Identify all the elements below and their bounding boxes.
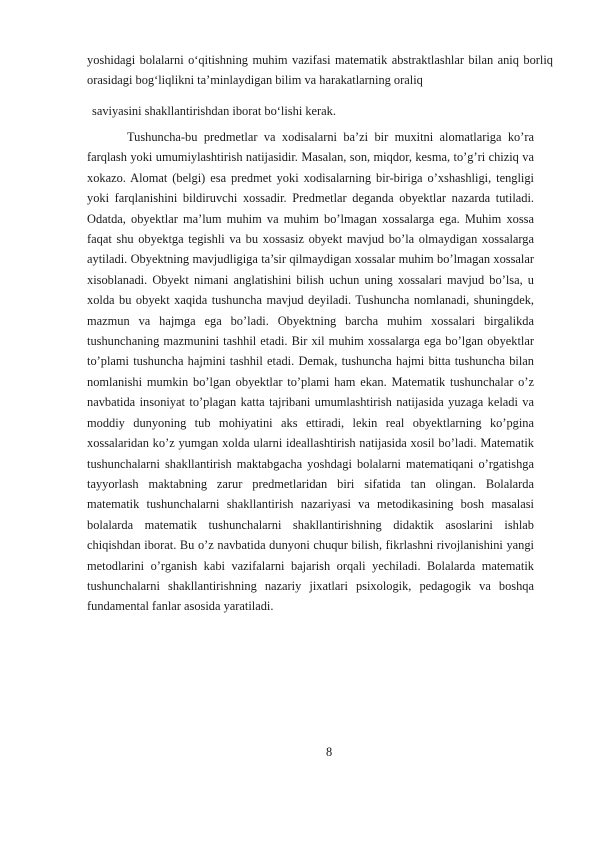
body-paragraph-text: Tushuncha-bu predmetlar va xodisalarni ba’zi bir muxitni alomatlariga ko’ra farqlash yoki umumiylashtirish natijasidir. Masalan, son, miqdor, kesma, to’g’ri chiziq va xokazo. Alomat (belgi) esa predmet yoki xodisalarning bir-biriga o’xshashligi, tengligi yoki farqlanishini bildiruvchi xossadir. Predmetlar deganda obyektlar nazarda tutiladi. Odatda, obyektlar ma’lum muhim va muhim bo’lmagan xossalarga ega. Muhim xossa faqat shu obyektga tegishli va bu xossasiz obyekt mavjud bo’la olmaydigan xossalarga aytiladi. Obyektning mavjudligiga ta’sir qilmaydigan xossalar muhim bo’lmagan xossalar xisoblanadi. Obyekt nimani anglatishini bilish uchun uning xossalari mavjud bo’lsa, u xolda bu obyekt xaqida tushuncha mavjud deyiladi. Tushuncha nomlanadi, shuningdek, mazmun va hajmga ega bo’ladi. Obyektning barcha muhim xossalari birgalikda tushunchaning mazmunini tashhil etadi. Bir xil muhim xossalarga ega bo’lgan obyektlar to’plami tushuncha hajmini tashhil etadi. Demak, tushuncha hajmi bitta tushuncha bilan nomlanishi mumkin bo’lgan obyektlar to’plami ham ekan. Matematik tushunchalar o’z navbatida insoniyat to’plagan katta tajribani umumlashtirish natijasida yuzaga keladi va moddiy dunyoning tub mohiyatini aks ettiradi, lekin real obyektlarning ko’pgina xossalaridan ko’z yumgan xolda ularni ideallashtirish natijasida xosil bo’ladi. Matematik tushunchalarni shakllantirish maktabgacha yoshdagi bolalarni matematiqani o’rgatishga tayyorlash maktabning zarur predmetlaridan biri sifatida tan olingan. Bolalarda matematik tushunchalarni shakllantirish nazariyasi va metodikasining bosh masalasi bolalarda matematik tushunchalarni shakllantirishning didaktik asoslarini ishlab chiqishdan iborat. Bu o’z navbatida dunyoni chuqur bilish, fikrlashni rivojlanishini yangi metodlarini o’rganish kabi vazifalarni bajarish orqali yechiladi. Bolalarda matematik tushunchalarni shakllantirishning nazariy jixatlari psixologik, pedagogik va boshqa fundamental fanlar asosida yaratiladi. [87,130,534,614]
paragraph-continuation: yoshidagi bolalarni o‘qitishning muhim vazifasi matematik abstraktlashlar bilan aniq borliq orasidagi bog‘liqlikni ta’minlaydigan bilim va harakatlarning oraliq [87,53,553,88]
paragraph-continuation-tail: saviyasini shakllantirishdan iborat bo‘lishi kerak. [92,104,336,118]
page-number: 8 [326,745,333,759]
body-paragraph [87,127,534,617]
